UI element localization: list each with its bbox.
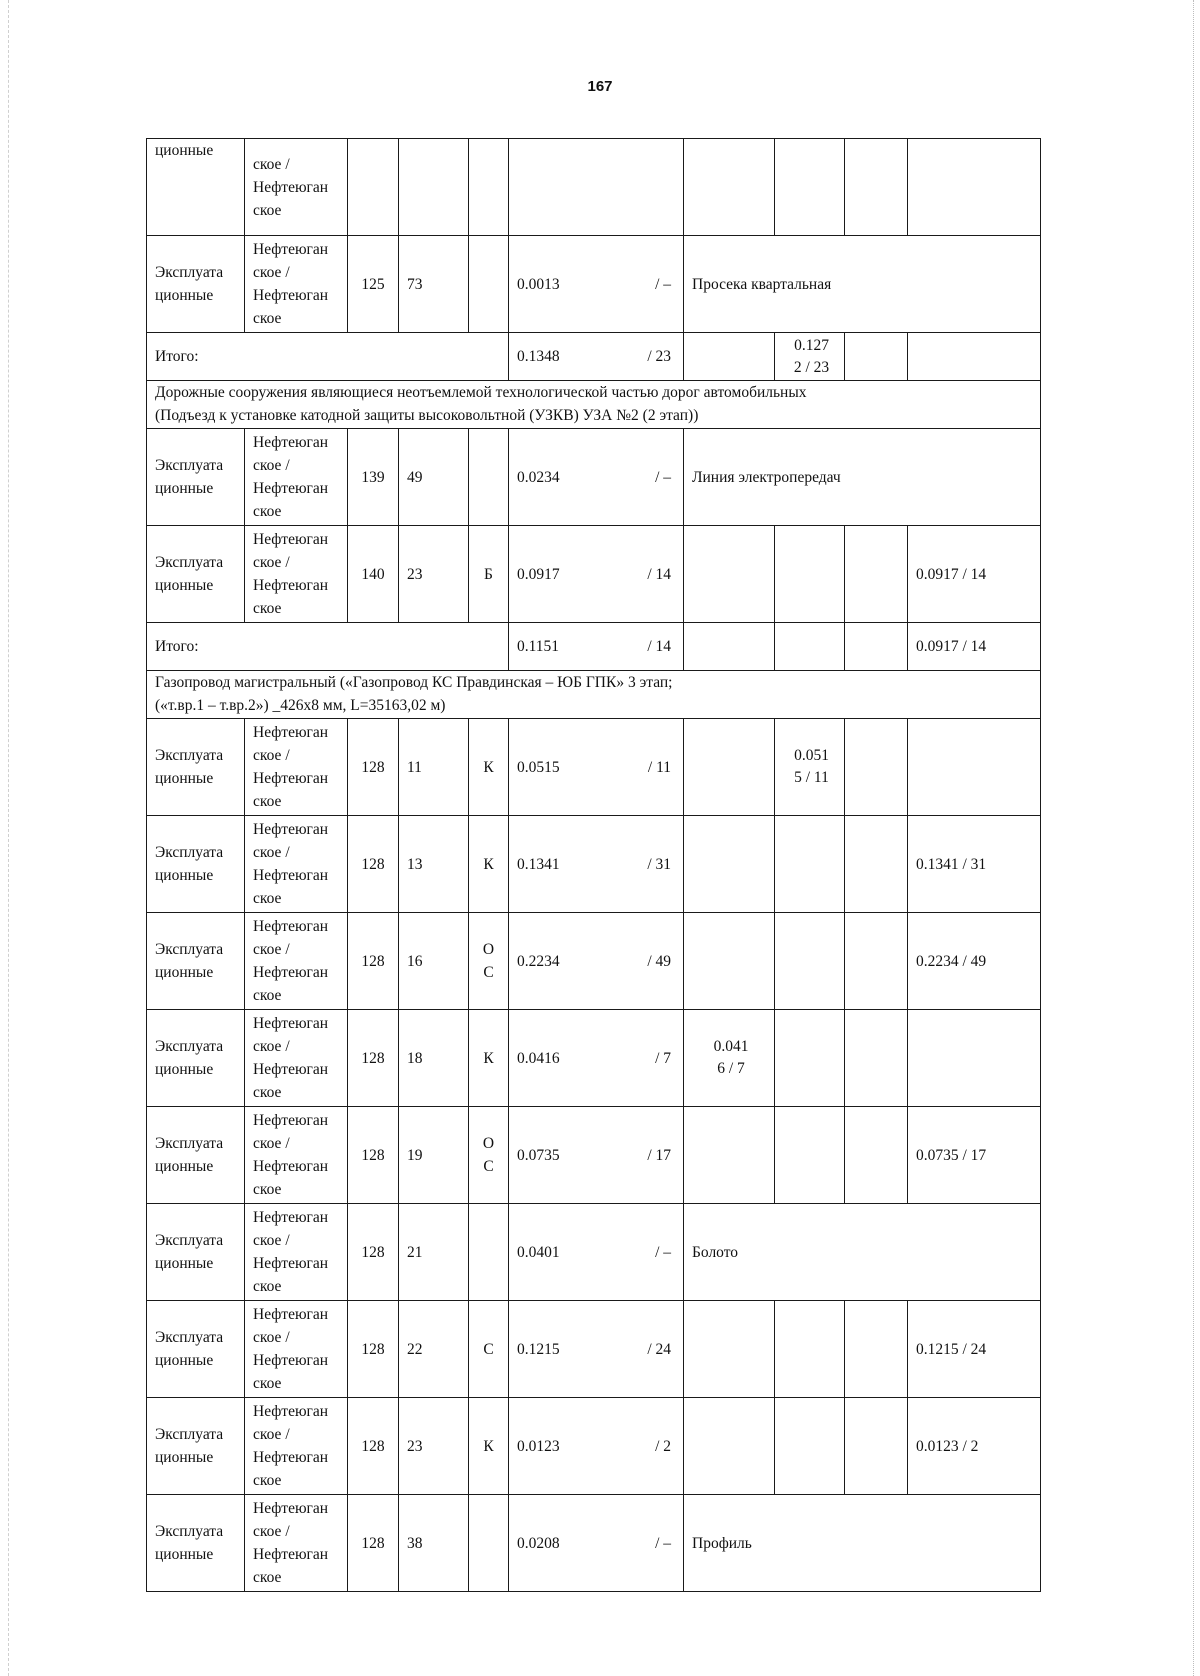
location-line: Нефтеюган: [253, 1158, 329, 1175]
empty-cell: [845, 913, 908, 1010]
code-cell: [469, 1107, 509, 1204]
category-line: Эксплуата: [155, 1135, 224, 1152]
table-row: [147, 1107, 1041, 1204]
code-line: С: [483, 1340, 494, 1358]
value-c3: [908, 139, 1041, 236]
value-c3: [908, 719, 1041, 816]
area-number: 0.2234: [517, 952, 560, 970]
category-cell: [147, 236, 245, 333]
category-line: ционные: [155, 577, 214, 594]
code-line: К: [483, 855, 494, 873]
quarter-number-cell: 128: [348, 1107, 399, 1204]
area-value: [517, 345, 679, 368]
location-line: Нефтеюган: [253, 867, 329, 884]
table-row: [147, 429, 1041, 526]
location-line: Нефтеюган: [253, 531, 329, 548]
location-line: ское: [253, 1472, 282, 1489]
total-c2-line: 2 / 23: [793, 358, 830, 376]
code-line: К: [483, 758, 494, 776]
category-line: ционные: [155, 142, 214, 159]
area-value: [517, 1435, 679, 1458]
location-line: ское /: [253, 844, 290, 861]
location-cell: [245, 1398, 348, 1495]
location-cell: [245, 139, 348, 236]
location-line: Нефтеюган: [253, 821, 329, 838]
note-cell: Линия электропередач: [684, 429, 1041, 526]
value-c3: [908, 1107, 1041, 1204]
location-line: ское /: [253, 1232, 290, 1249]
location-cell: [245, 526, 348, 623]
category-line: Эксплуата: [155, 457, 224, 474]
code-cell: [469, 913, 509, 1010]
category-line: Эксплуата: [155, 747, 224, 764]
location-line: ское /: [253, 941, 290, 958]
location-line: ское: [253, 503, 282, 520]
area-divisor: / 49: [647, 952, 671, 970]
plot-number-cell: 38: [399, 1495, 469, 1592]
area-divisor: / 7: [655, 1049, 671, 1067]
area-cell: [509, 1301, 684, 1398]
area-number: 0.0013: [517, 275, 560, 293]
area-cell: [509, 429, 684, 526]
table-row: [147, 139, 1041, 236]
value-c1: [684, 1107, 775, 1204]
table-row: [147, 623, 1041, 671]
area-number: 0.0416: [517, 1049, 560, 1067]
note-cell: Просека квартальная: [684, 236, 1041, 333]
area-divisor: / 14: [647, 565, 671, 583]
category-cell: [147, 1398, 245, 1495]
category-line: Эксплуата: [155, 1329, 224, 1346]
area-value: [517, 273, 679, 296]
location-line: Нефтеюган: [253, 1061, 329, 1078]
table-row: [147, 333, 1041, 381]
value-c2-line: 0.051: [794, 747, 829, 764]
category-line: Эксплуата: [155, 1426, 224, 1443]
code-cell: [469, 1495, 509, 1592]
area-divisor: / 23: [647, 348, 671, 365]
value-c3-line: 0.0123 / 2: [916, 1437, 979, 1455]
area-divisor: / 2: [655, 1437, 671, 1455]
location-line: ское: [253, 1084, 282, 1101]
land-plots-table: [146, 138, 1041, 1592]
code-cell: [469, 1010, 509, 1107]
plot-number-cell: 16: [399, 913, 469, 1010]
category-cell: [147, 1301, 245, 1398]
table-row: [147, 719, 1041, 816]
category-line: ционные: [155, 1158, 214, 1175]
value-c3: [908, 526, 1041, 623]
area-number: 0.1341: [517, 855, 560, 873]
location-line: ское /: [253, 264, 290, 281]
total-label: Итого:: [147, 333, 509, 381]
plot-number-cell: 73: [399, 236, 469, 333]
category-line: Эксплуата: [155, 941, 224, 958]
code-line: О: [482, 941, 495, 958]
value-c3-line: 0.1341 / 31: [916, 855, 987, 873]
section-heading: [147, 381, 1041, 429]
empty-cell: [845, 1107, 908, 1204]
code-line: К: [483, 1049, 494, 1067]
location-line: Нефтеюган: [253, 480, 329, 497]
empty-cell: [845, 816, 908, 913]
plot-number-cell: 22: [399, 1301, 469, 1398]
category-cell: [147, 719, 245, 816]
table-row: [147, 526, 1041, 623]
value-c1: [684, 719, 775, 816]
section-heading-line: («т.вр.1 – т.вр.2») _426х8 мм, L=35163,02 м): [155, 697, 446, 714]
section-heading-line: (Подъезд к установке катодной защиты высоковольтной (УЗКВ) УЗА №2 (2 этап)): [155, 407, 699, 424]
code-cell: [469, 1204, 509, 1301]
location-line: ское /: [253, 155, 290, 173]
area-cell: [509, 236, 684, 333]
code-cell: [469, 719, 509, 816]
code-cell: [469, 429, 509, 526]
value-c2: [775, 1107, 845, 1204]
category-cell: [147, 913, 245, 1010]
area-value: [517, 1144, 679, 1167]
value-c2: [775, 139, 845, 236]
category-line: Эксплуата: [155, 554, 224, 571]
area-cell: [509, 1010, 684, 1107]
value-c2: [775, 1301, 845, 1398]
location-cell: [245, 1107, 348, 1204]
category-cell: [147, 816, 245, 913]
value-c1-line: 6 / 7: [717, 1060, 745, 1077]
code-line: С: [483, 964, 494, 981]
category-cell: [147, 526, 245, 623]
area-cell: [509, 1495, 684, 1592]
value-c1: [684, 1010, 775, 1107]
location-line: Нефтеюган: [253, 1209, 329, 1226]
area-value: [517, 1047, 679, 1070]
area-divisor: / –: [655, 1534, 671, 1552]
area-value: [517, 756, 679, 779]
location-cell: [245, 816, 348, 913]
plot-number-cell: 23: [399, 526, 469, 623]
plot-number-cell: 11: [399, 719, 469, 816]
area-number: 0.0735: [517, 1146, 560, 1164]
category-line: Эксплуата: [155, 1523, 224, 1540]
value-c1: [684, 1301, 775, 1398]
location-line: Нефтеюган: [253, 178, 329, 196]
area-divisor: / –: [655, 275, 671, 293]
section-heading-line: Дорожные сооружения являющиеся неотъемлемой технологической частью дорог автомобильных: [155, 384, 807, 401]
location-line: Нефтеюган: [253, 1015, 329, 1032]
table-row: [147, 1495, 1041, 1592]
value-c1-line: 0.041: [713, 1038, 749, 1055]
code-cell: [469, 139, 509, 236]
value-c2: [775, 1010, 845, 1107]
quarter-number-cell: 128: [348, 913, 399, 1010]
location-line: Нефтеюган: [253, 577, 329, 594]
area-number: 0.0123: [517, 1437, 560, 1455]
location-line: Нефтеюган: [253, 724, 329, 741]
value-c2-line: 5 / 11: [794, 769, 829, 786]
location-cell: [245, 1301, 348, 1398]
location-line: ское: [253, 1569, 282, 1586]
location-line: Нефтеюган: [253, 287, 329, 304]
location-line: ское /: [253, 1135, 290, 1152]
location-line: ское: [253, 1375, 282, 1392]
location-line: ское: [253, 1278, 282, 1295]
plot-number-cell: 13: [399, 816, 469, 913]
area-number: 0.0208: [517, 1534, 560, 1552]
area-cell: [509, 913, 684, 1010]
value-c2: [775, 913, 845, 1010]
area-divisor: / –: [655, 468, 671, 486]
category-cell: [147, 139, 245, 236]
category-line: ционные: [155, 867, 214, 884]
total-c2: [775, 623, 845, 671]
area-cell: [509, 139, 684, 236]
area-cell: [509, 1204, 684, 1301]
value-c3: [908, 1301, 1041, 1398]
location-line: ское: [253, 600, 282, 617]
table-row: [147, 381, 1041, 429]
code-cell: [469, 526, 509, 623]
location-line: Нефтеюган: [253, 1306, 329, 1323]
value-c3: [908, 816, 1041, 913]
total-c3: [908, 623, 1041, 671]
total-c1: [684, 623, 775, 671]
quarter-number-cell: 128: [348, 1398, 399, 1495]
location-line: ское: [253, 201, 282, 219]
value-c3-line: 0.1215 / 24: [916, 1340, 987, 1358]
area-value: [517, 563, 679, 586]
area-number: 0.1215: [517, 1340, 560, 1358]
table-row: [147, 1010, 1041, 1107]
value-c1: [684, 526, 775, 623]
category-line: ционные: [155, 964, 214, 981]
value-c2: [775, 816, 845, 913]
location-line: Нефтеюган: [253, 964, 329, 981]
code-line: С: [483, 1158, 494, 1175]
code-cell: [469, 236, 509, 333]
plot-number-cell: [399, 139, 469, 236]
area-value: [517, 1532, 679, 1555]
area-number: 0.1151: [517, 638, 560, 655]
total-area: [509, 333, 684, 381]
area-divisor: / –: [655, 1243, 671, 1261]
empty-cell: [845, 1010, 908, 1107]
area-value: [517, 635, 679, 658]
value-c3: [908, 913, 1041, 1010]
category-line: ционные: [155, 1546, 214, 1563]
table-row: [147, 816, 1041, 913]
area-divisor: / 11: [647, 758, 671, 776]
category-cell: [147, 1495, 245, 1592]
code-line: К: [483, 1437, 494, 1455]
area-cell: [509, 816, 684, 913]
location-line: ское /: [253, 1426, 290, 1443]
location-line: Нефтеюган: [253, 434, 329, 451]
value-c2: [775, 1398, 845, 1495]
category-line: ционные: [155, 770, 214, 787]
location-line: Нефтеюган: [253, 770, 329, 787]
code-cell: [469, 1398, 509, 1495]
category-line: Эксплуата: [155, 844, 224, 861]
location-line: ское: [253, 310, 282, 327]
value-c1: [684, 913, 775, 1010]
area-cell: [509, 1107, 684, 1204]
location-line: Нефтеюган: [253, 1546, 329, 1563]
empty-cell: [845, 1398, 908, 1495]
plot-number-cell: 23: [399, 1398, 469, 1495]
location-line: ское /: [253, 1038, 290, 1055]
area-value: [517, 1241, 679, 1264]
value-c3-line: 0.2234 / 49: [916, 952, 987, 970]
value-c3-line: 0.0917 / 14: [916, 565, 987, 583]
location-cell: [245, 913, 348, 1010]
page-number: 167: [587, 78, 613, 95]
quarter-number-cell: 128: [348, 719, 399, 816]
scan-edge-right: [1193, 0, 1194, 1676]
quarter-number-cell: 128: [348, 1301, 399, 1398]
empty-cell: [845, 719, 908, 816]
code-cell: [469, 816, 509, 913]
category-cell: [147, 429, 245, 526]
area-number: 0.0234: [517, 468, 560, 486]
value-c2: [775, 526, 845, 623]
location-line: ское: [253, 987, 282, 1004]
value-c3: [908, 1398, 1041, 1495]
location-line: ское: [253, 1181, 282, 1198]
location-line: Нефтеюган: [253, 241, 329, 258]
empty-cell: [845, 1301, 908, 1398]
location-line: Нефтеюган: [253, 1352, 329, 1369]
table-row: [147, 1204, 1041, 1301]
category-line: Эксплуата: [155, 1038, 224, 1055]
location-line: Нефтеюган: [253, 1403, 329, 1420]
section-heading-line: Газопровод магистральный («Газопровод КС Правдинская – ЮБ ГПК» 3 этап;: [155, 674, 673, 691]
location-line: ское /: [253, 1523, 290, 1540]
location-line: Нефтеюган: [253, 918, 329, 935]
area-cell: [509, 719, 684, 816]
category-cell: [147, 1204, 245, 1301]
category-line: ционные: [155, 1255, 214, 1272]
code-cell: [469, 1301, 509, 1398]
table-row: [147, 1301, 1041, 1398]
area-divisor: / 31: [647, 855, 671, 873]
quarter-number-cell: 140: [348, 526, 399, 623]
location-cell: [245, 429, 348, 526]
area-value: [517, 1338, 679, 1361]
area-divisor: / 14: [647, 638, 671, 655]
total-c2: [775, 333, 845, 381]
code-line: О: [482, 1135, 495, 1152]
location-line: Нефтеюган: [253, 1500, 329, 1517]
location-cell: [245, 719, 348, 816]
value-c1: [684, 1398, 775, 1495]
location-line: ское /: [253, 747, 290, 764]
value-c1: [684, 816, 775, 913]
location-line: ское /: [253, 457, 290, 474]
location-cell: [245, 1010, 348, 1107]
location-line: Нефтеюган: [253, 1449, 329, 1466]
quarter-number-cell: 128: [348, 1204, 399, 1301]
location-cell: [245, 236, 348, 333]
location-cell: [245, 1495, 348, 1592]
location-cell: [245, 1204, 348, 1301]
area-divisor: / 17: [647, 1146, 671, 1164]
total-area: [509, 623, 684, 671]
category-line: ционные: [155, 1061, 214, 1078]
table-row: [147, 236, 1041, 333]
location-line: Нефтеюган: [253, 1255, 329, 1272]
total-c3-line: 0.0917 / 14: [916, 638, 987, 655]
quarter-number-cell: 128: [348, 1495, 399, 1592]
section-heading: [147, 671, 1041, 719]
area-number: 0.0515: [517, 758, 560, 776]
code-line: Б: [484, 565, 493, 583]
note-cell: Профиль: [684, 1495, 1041, 1592]
value-c1: [684, 139, 775, 236]
total-c2-line: 0.127: [794, 336, 829, 354]
area-cell: [509, 1398, 684, 1495]
location-line: ское /: [253, 1329, 290, 1346]
quarter-number-cell: [348, 139, 399, 236]
table-row: [147, 913, 1041, 1010]
quarter-number-cell: 125: [348, 236, 399, 333]
area-value: [517, 853, 679, 876]
category-line: ционные: [155, 480, 214, 497]
scan-edge-left: [8, 0, 9, 1676]
empty-cell: [845, 139, 908, 236]
total-label: Итого:: [147, 623, 509, 671]
area-number: 0.1348: [517, 348, 560, 365]
location-line: ское: [253, 793, 282, 810]
location-line: ское: [253, 890, 282, 907]
category-line: Эксплуата: [155, 264, 224, 281]
total-c3: [908, 333, 1041, 381]
total-c1: [684, 333, 775, 381]
empty-cell: [845, 623, 908, 671]
empty-cell: [845, 526, 908, 623]
location-line: Нефтеюган: [253, 1112, 329, 1129]
table-row: [147, 1398, 1041, 1495]
area-value: [517, 466, 679, 489]
category-line: ционные: [155, 1352, 214, 1369]
area-number: 0.0917: [517, 565, 560, 583]
plot-number-cell: 49: [399, 429, 469, 526]
quarter-number-cell: 139: [348, 429, 399, 526]
plot-number-cell: 21: [399, 1204, 469, 1301]
quarter-number-cell: 128: [348, 1010, 399, 1107]
plot-number-cell: 19: [399, 1107, 469, 1204]
category-cell: [147, 1107, 245, 1204]
location-line: ское /: [253, 554, 290, 571]
category-line: ционные: [155, 1449, 214, 1466]
category-line: Эксплуата: [155, 1232, 224, 1249]
value-c3: [908, 1010, 1041, 1107]
plot-number-cell: 18: [399, 1010, 469, 1107]
area-value: [517, 950, 679, 973]
area-number: 0.0401: [517, 1243, 560, 1261]
empty-cell: [845, 333, 908, 381]
value-c3-line: 0.0735 / 17: [916, 1146, 987, 1164]
area-divisor: / 24: [647, 1340, 671, 1358]
area-cell: [509, 526, 684, 623]
quarter-number-cell: 128: [348, 816, 399, 913]
category-cell: [147, 1010, 245, 1107]
category-line: ционные: [155, 287, 214, 304]
table-row: [147, 671, 1041, 719]
note-cell: Болото: [684, 1204, 1041, 1301]
value-c2: [775, 719, 845, 816]
